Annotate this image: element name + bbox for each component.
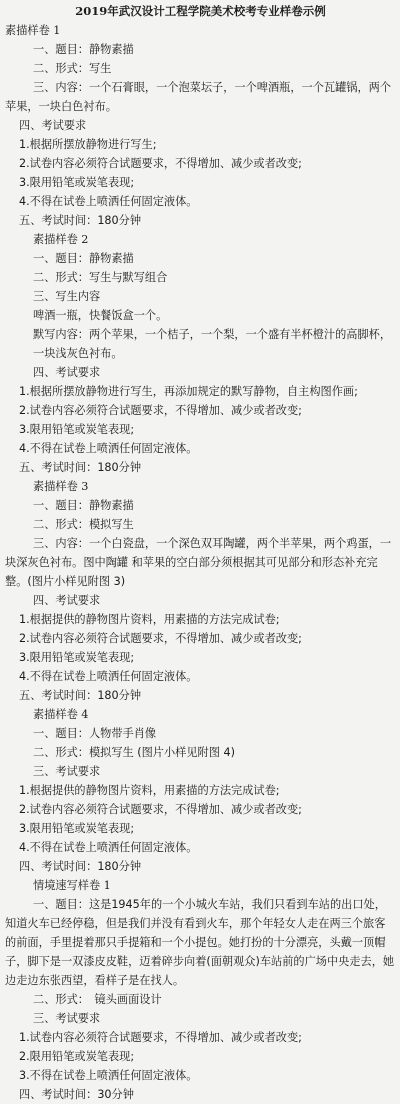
paragraph: 一、题目：这是1945年的一个小城火车站，我们只看到车站的出口处，知道火车已经停稳，但是我们并没有看到火车，那个年轻女人走在两三个旅客的前面，手里提着那只手提箱和一个小提包。她打扮的十分漂亮，头戴一顶帽子，脚下是一双漆皮皮鞋，迈着碎步向着(面朝观众)车站前的广场中央走去，她边走边东张西望，看样子是在找人。	[5, 898, 395, 987]
paragraph: 默写内容：两个苹果，一个桔子，一个梨，一个盛有半杯橙汁的高脚杯，一块浅灰色衬布。	[33, 328, 392, 360]
text-line: 一、题目：静物素描	[33, 43, 134, 56]
text-line: 四、考试要求	[33, 594, 101, 607]
document-title: 2019年武汉设计工程学院美术校考专业样卷示例	[75, 4, 326, 18]
text-line: 1.试卷内容必须符合试题要求，不得增加、减少或者改变;	[19, 1031, 302, 1044]
section-heading: 素描样卷 4	[33, 708, 89, 721]
text-line: 1.根据所摆放静物进行写生;	[19, 138, 157, 151]
text-line: 3.限用铅笔或炭笔表现;	[19, 822, 135, 835]
text-line: 3.限用铅笔或炭笔表现;	[19, 423, 135, 436]
paragraph: 三、内容：一个白瓷盘，一个深色双耳陶罐，两个半苹果，两个鸡蛋，一块深灰色衬布。图中陶罐 和苹果的空白部分须根据其可见部分和形态补充完整。(图片小样见附图 3)	[5, 537, 392, 588]
text-line: 一、题目：静物素描	[33, 252, 134, 265]
text-line: 四、考试时间：180分钟	[19, 860, 142, 873]
text-line: 四、考试时间：30分钟	[19, 1088, 134, 1101]
paragraph: 1.根据所摆放静物进行写生，再添加规定的默写静物，自主构图作画;	[19, 385, 358, 398]
text-line: 一、题目：静物素描	[33, 499, 134, 512]
text-line: 二、形式：模拟写生	[33, 518, 134, 531]
text-line: 二、形式： 镜头画面设计	[33, 993, 162, 1006]
text-line: 4.不得在试卷上喷洒任何固定液体。	[19, 195, 198, 208]
text-line: 1.根据提供的静物图片资料，用素描的方法完成试卷;	[19, 613, 280, 626]
text-line: 2.限用铅笔或炭笔表现;	[19, 1050, 135, 1063]
text-line: 三、考试要求	[33, 765, 101, 778]
text-line: 五、考试时间：180分钟	[19, 689, 142, 702]
text-line: 3.限用铅笔或炭笔表现;	[19, 651, 135, 664]
text-line: 四、考试要求	[19, 119, 87, 132]
text-line: 啤酒一瓶，快餐饭盒一个。	[33, 309, 168, 322]
document-body	[5, 21, 396, 1104]
text-line: 2.试卷内容必须符合试题要求，不得增加、减少或者改变;	[19, 632, 302, 645]
section-heading: 素描样卷 2	[33, 233, 89, 246]
text-line: 一、题目：人物带手肖像	[33, 727, 157, 740]
section-heading: 情境速写样卷 1	[33, 879, 111, 892]
text-line: 四、考试要求	[33, 366, 101, 379]
text-line: 1.根据提供的静物图片资料，用素描的方法完成试卷;	[19, 784, 280, 797]
text-line: 三、考试要求	[33, 1012, 101, 1025]
text-line: 2.试卷内容必须符合试题要求，不得增加、减少或者改变;	[19, 157, 302, 170]
text-line: 五、考试时间：180分钟	[19, 461, 142, 474]
text-line: 3.不得在试卷上喷洒任何固定液体。	[19, 1069, 198, 1082]
text-line: 二、形式：写生与默写组合	[33, 271, 168, 284]
paragraph: 三、内容：一个石膏眼，一个泡菜坛子，一个啤酒瓶，一个瓦罐锅，两个苹果，一块白色衬布。	[5, 81, 392, 113]
text-line: 三、写生内容	[33, 290, 101, 303]
section-heading: 素描样卷 3	[33, 480, 89, 493]
text-line: 4.不得在试卷上喷洒任何固定液体。	[19, 442, 198, 455]
text-line: 2.试卷内容必须符合试题要求，不得增加、减少或者改变;	[19, 803, 302, 816]
text-line: 二、形式：写生	[33, 62, 112, 75]
text-line: 五、考试时间：180分钟	[19, 214, 142, 227]
text-line: 4.不得在试卷上喷洒任何固定液体。	[19, 841, 198, 854]
text-line: 3.限用铅笔或炭笔表现;	[19, 176, 135, 189]
text-line: 4.不得在试卷上喷洒任何固定液体。	[19, 670, 198, 683]
section-heading: 素描样卷 1	[5, 24, 61, 37]
text-line: 二、形式：模拟写生 (图片小样见附图 4)	[33, 746, 235, 759]
text-line: 2.试卷内容必须符合试题要求，不得增加、减少或者改变;	[19, 404, 302, 417]
